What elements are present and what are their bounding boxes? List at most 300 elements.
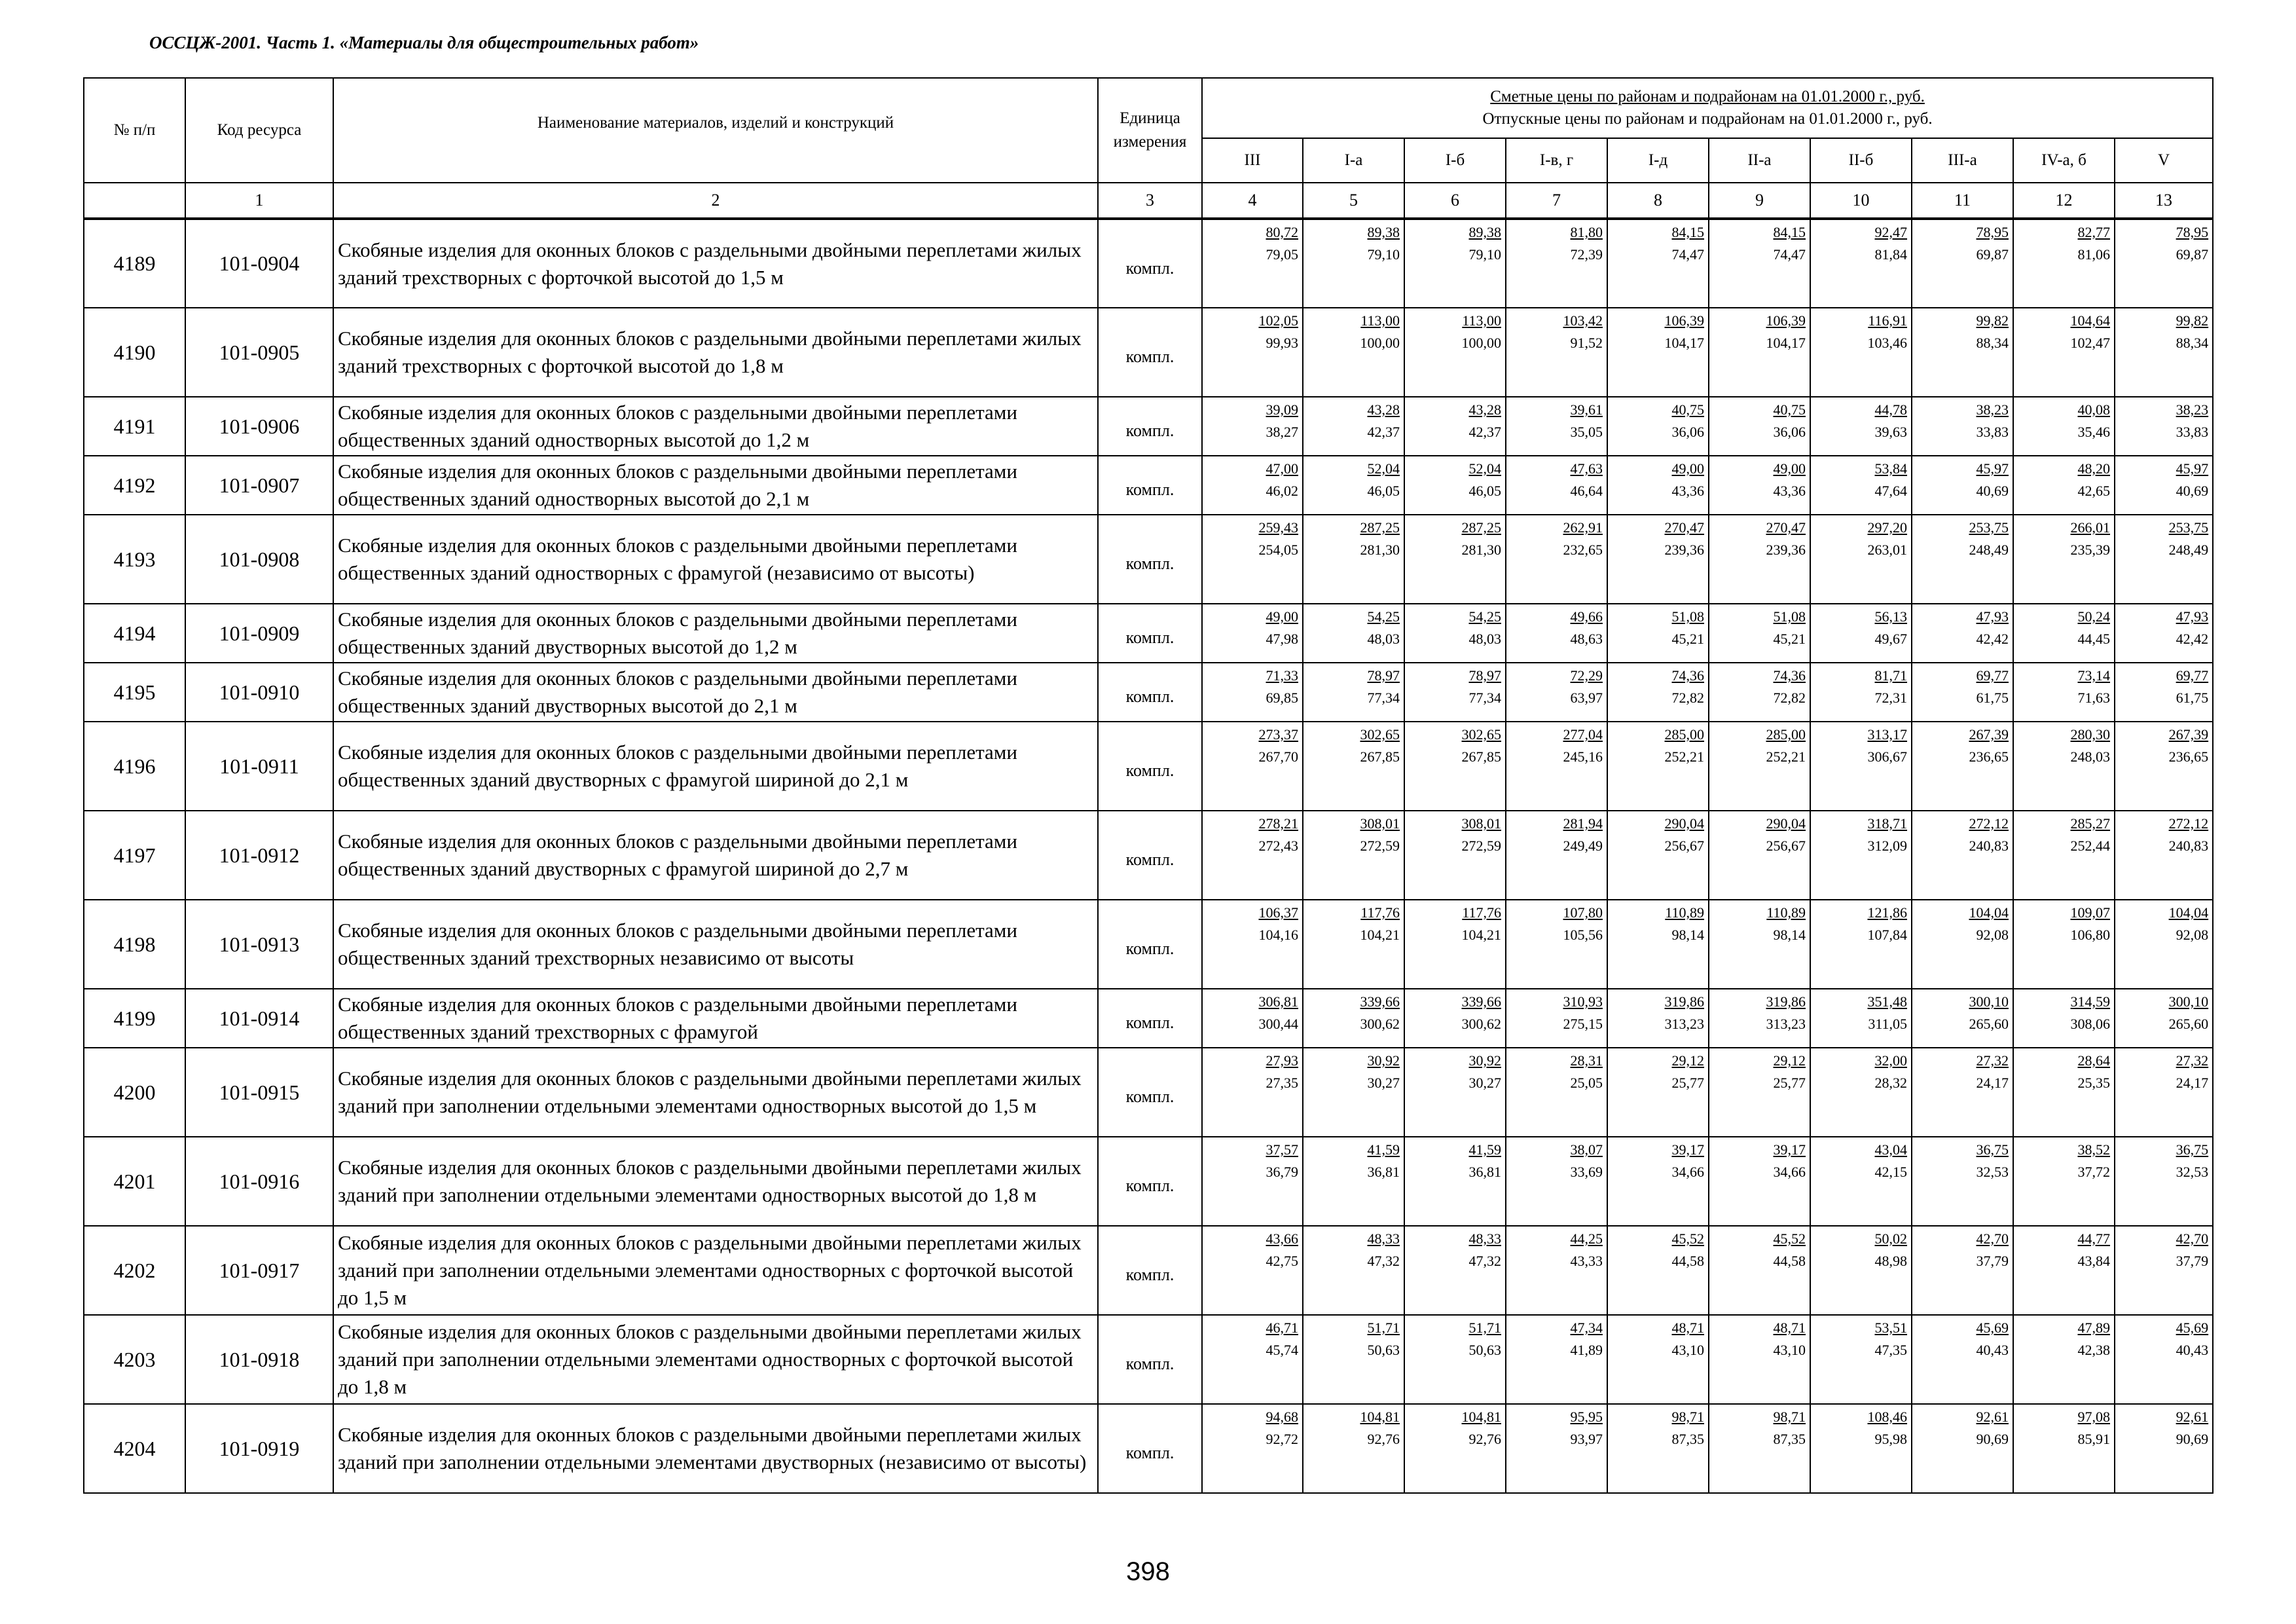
material-name: Скобяные изделия для оконных блоков с раздельными двойными переплетами жилых зданий трехстворных с форточкой высотой до 1,5 м [333,219,1098,308]
unit-of-measure: компл. [1098,1137,1202,1226]
material-name: Скобяные изделия для оконных блоков с раздельными двойными переплетами общественных зданий одностворных с фрамугой (независимо от высоты) [333,515,1098,604]
material-name: Скобяные изделия для оконных блоков с раздельными двойными переплетами жилых зданий при заполнении отдельными элементами одностворных с форточкой высотой до 1,8 м [333,1315,1098,1404]
release-price: 46,05 [1468,483,1501,499]
release-price: 69,85 [1266,690,1298,706]
header-unit: Единица измерения [1098,78,1202,183]
price-cell [2115,1315,2213,1404]
price-cell [1912,515,2013,604]
column-number: 5 [1303,183,1404,219]
release-price: 91,52 [1570,335,1603,351]
release-price: 236,65 [1969,748,2009,765]
estimated-price: 278,21 [1258,815,1298,832]
estimated-price: 39,17 [1773,1141,1806,1158]
release-price: 42,65 [2077,483,2110,499]
release-price: 42,42 [2176,631,2209,647]
estimated-price: 318,71 [1867,815,1907,832]
release-price: 104,17 [1664,335,1704,351]
estimated-price: 54,25 [1468,608,1501,625]
price-cell [1202,397,1303,456]
estimated-price: 29,12 [1671,1052,1704,1069]
estimated-price: 47,89 [2077,1320,2110,1336]
release-price: 47,35 [1874,1342,1907,1358]
row-number: 4200 [84,1048,185,1137]
estimated-price: 259,43 [1258,519,1298,536]
price-cell [1709,604,1810,663]
release-price: 27,35 [1266,1075,1298,1091]
release-price: 265,60 [2168,1016,2209,1032]
release-price: 74,47 [1773,246,1806,263]
release-price: 44,58 [1773,1253,1806,1269]
estimated-price: 47,63 [1570,460,1603,477]
release-price: 235,39 [2070,542,2110,558]
estimated-price: 89,38 [1468,224,1501,240]
release-price: 272,43 [1258,838,1298,854]
release-price: 42,38 [2077,1342,2110,1358]
release-price: 263,01 [1867,542,1907,558]
release-price: 87,35 [1671,1431,1704,1447]
table-row [84,515,2213,604]
estimated-price: 319,86 [1664,993,1704,1010]
release-price: 48,63 [1570,631,1603,647]
release-price: 311,05 [1868,1016,1907,1032]
estimated-price: 32,00 [1874,1052,1907,1069]
price-cell [1506,1226,1607,1315]
release-price: 102,47 [2070,335,2110,351]
resource-code: 101-0906 [185,397,333,456]
estimated-price: 272,12 [2168,815,2209,832]
price-cell [1912,663,2013,722]
release-price: 267,85 [1360,748,1400,765]
document-header: ОССЦЖ-2001. Часть 1. «Материалы для общестроительных работ» [149,33,699,52]
price-cell [2115,1404,2213,1493]
estimated-price: 253,75 [1969,519,2009,536]
release-price: 107,84 [1867,927,1907,943]
price-cell [1607,989,1709,1048]
release-price: 34,66 [1773,1164,1806,1180]
unit-of-measure: компл. [1098,219,1202,308]
price-cell [2115,1048,2213,1137]
price-cell [1303,604,1404,663]
release-price: 105,56 [1563,927,1603,943]
price-cell [1404,308,1506,397]
release-price: 92,08 [1976,927,2009,943]
price-cell [1810,1048,1912,1137]
estimated-price: 281,94 [1563,815,1603,832]
release-price: 46,02 [1266,483,1298,499]
price-cell [1810,604,1912,663]
header-prices-estimate: Сметные цены по районам и подрайонам на 01.01.2000 г., руб. [1490,88,1925,105]
release-price: 248,49 [1969,542,2009,558]
price-cell [1404,811,1506,900]
material-name: Скобяные изделия для оконных блоков с раздельными двойными переплетами жилых зданий при заполнении отдельными элементами одностворных высотой до 1,5 м [333,1048,1098,1137]
price-cell [2013,308,2115,397]
material-name: Скобяные изделия для оконных блоков с раздельными двойными переплетами жилых зданий при заполнении отдельными элементами одностворных высотой до 1,8 м [333,1137,1098,1226]
row-number: 4196 [84,722,185,811]
release-price: 104,17 [1766,335,1806,351]
estimated-price: 49,00 [1671,460,1704,477]
estimated-price: 40,75 [1773,401,1806,418]
release-price: 256,67 [1766,838,1806,854]
price-cell [1506,515,1607,604]
release-price: 43,10 [1671,1342,1704,1358]
estimated-price: 53,84 [1874,460,1907,477]
price-table [83,77,2214,1494]
release-price: 267,85 [1461,748,1501,765]
release-price: 71,63 [2077,690,2110,706]
estimated-price: 42,70 [1976,1230,2009,1247]
price-cell [1912,1404,2013,1493]
row-number: 4192 [84,456,185,515]
price-cell [1607,308,1709,397]
estimated-price: 72,29 [1570,667,1603,684]
estimated-price: 46,71 [1266,1320,1298,1336]
price-cell [2013,663,2115,722]
estimated-price: 99,82 [1976,312,2009,329]
price-cell [1506,1404,1607,1493]
price-cell [1404,663,1506,722]
estimated-price: 277,04 [1563,726,1603,743]
estimated-price: 78,95 [1976,224,2009,240]
release-price: 313,23 [1766,1016,1806,1032]
price-cell [1607,1315,1709,1404]
estimated-price: 106,39 [1766,312,1806,329]
release-price: 43,36 [1773,483,1806,499]
estimated-price: 71,33 [1266,667,1298,684]
price-cell [1506,989,1607,1048]
price-cell [2013,397,2115,456]
header-code: Код ресурса [185,78,333,183]
estimated-price: 43,28 [1468,401,1501,418]
price-cell [2013,604,2115,663]
price-cell [1810,1404,1912,1493]
release-price: 50,63 [1367,1342,1400,1358]
release-price: 37,79 [2176,1253,2209,1269]
release-price: 43,33 [1570,1253,1603,1269]
release-price: 30,27 [1468,1075,1501,1091]
estimated-price: 290,04 [1664,815,1704,832]
price-cell [2013,1315,2115,1404]
release-price: 36,06 [1671,424,1704,440]
price-cell [1404,397,1506,456]
column-number: 10 [1810,183,1912,219]
release-price: 42,75 [1266,1253,1298,1269]
release-price: 104,21 [1360,927,1400,943]
price-cell [1709,397,1810,456]
price-cell [1506,1137,1607,1226]
row-number: 4193 [84,515,185,604]
estimated-price: 104,04 [1969,904,2009,921]
price-cell [1810,811,1912,900]
price-cell [1912,722,2013,811]
unit-of-measure: компл. [1098,722,1202,811]
estimated-price: 81,80 [1570,224,1603,240]
release-price: 95,98 [1874,1431,1907,1447]
resource-code: 101-0918 [185,1315,333,1404]
price-cell [1810,219,1912,308]
estimated-price: 45,97 [1976,460,2009,477]
price-cell [1202,811,1303,900]
price-cell [1810,308,1912,397]
unit-of-measure: компл. [1098,1226,1202,1315]
release-price: 48,98 [1874,1253,1907,1269]
resource-code: 101-0913 [185,900,333,989]
region-header: III-а [1912,138,2013,183]
column-number: 2 [333,183,1098,219]
price-cell [1202,900,1303,989]
column-number: 7 [1506,183,1607,219]
price-cell [1202,1315,1303,1404]
price-cell [2115,900,2213,989]
release-price: 249,49 [1563,838,1603,854]
price-cell [1607,397,1709,456]
estimated-price: 45,52 [1773,1230,1806,1247]
release-price: 92,76 [1367,1431,1400,1447]
estimated-price: 80,72 [1266,224,1298,240]
release-price: 63,97 [1570,690,1603,706]
column-number: 3 [1098,183,1202,219]
release-price: 90,69 [2176,1431,2209,1447]
price-cell [2115,811,2213,900]
release-price: 69,87 [2176,246,2209,263]
table-row [84,900,2213,989]
price-cell [1506,1315,1607,1404]
unit-of-measure: компл. [1098,663,1202,722]
column-number: 9 [1709,183,1810,219]
release-price: 34,66 [1671,1164,1704,1180]
price-cell [1506,722,1607,811]
material-name: Скобяные изделия для оконных блоков с раздельными двойными переплетами общественных зданий одностворных высотой до 1,2 м [333,397,1098,456]
release-price: 248,49 [2168,542,2209,558]
row-number: 4201 [84,1137,185,1226]
estimated-price: 38,23 [2176,401,2209,418]
price-cell [1709,1315,1810,1404]
estimated-price: 27,32 [1976,1052,2009,1069]
price-cell [1506,900,1607,989]
price-cell [1912,1048,2013,1137]
price-cell [1709,1137,1810,1226]
estimated-price: 47,34 [1570,1320,1603,1336]
estimated-price: 43,28 [1367,401,1400,418]
release-price: 36,81 [1468,1164,1501,1180]
release-price: 42,42 [1976,631,2009,647]
release-price: 28,32 [1874,1075,1907,1091]
release-price: 77,34 [1468,690,1501,706]
release-price: 47,32 [1468,1253,1501,1269]
estimated-price: 106,37 [1258,904,1298,921]
release-price: 99,93 [1266,335,1298,351]
resource-code: 101-0915 [185,1048,333,1137]
price-cell [1303,1226,1404,1315]
release-price: 300,62 [1360,1016,1400,1032]
region-header: III [1202,138,1303,183]
estimated-price: 78,95 [2176,224,2209,240]
estimated-price: 48,33 [1367,1230,1400,1247]
release-price: 232,65 [1563,542,1603,558]
estimated-price: 43,66 [1266,1230,1298,1247]
estimated-price: 104,81 [1461,1409,1501,1425]
table-row [84,663,2213,722]
estimated-price: 45,69 [1976,1320,2009,1336]
price-cell [1709,515,1810,604]
table-row [84,308,2213,397]
estimated-price: 297,20 [1867,519,1907,536]
estimated-price: 113,00 [1360,312,1400,329]
release-price: 48,03 [1367,631,1400,647]
price-cell [1912,989,2013,1048]
price-cell [1607,811,1709,900]
release-price: 72,82 [1671,690,1704,706]
estimated-price: 300,10 [1969,993,2009,1010]
release-price: 245,16 [1563,748,1603,765]
price-cell [1404,219,1506,308]
estimated-price: 253,75 [2168,519,2209,536]
estimated-price: 117,76 [1462,904,1501,921]
estimated-price: 41,59 [1367,1141,1400,1158]
release-price: 252,44 [2070,838,2110,854]
unit-of-measure: компл. [1098,900,1202,989]
resource-code: 101-0908 [185,515,333,604]
price-cell [1202,722,1303,811]
release-price: 40,69 [2176,483,2209,499]
estimated-price: 29,12 [1773,1052,1806,1069]
price-cell [1607,1048,1709,1137]
release-price: 46,05 [1367,483,1400,499]
region-header: I-в, г [1506,138,1607,183]
release-price: 43,36 [1671,483,1704,499]
price-cell [2013,1137,2115,1226]
resource-code: 101-0919 [185,1404,333,1493]
table-row [84,1137,2213,1226]
release-price: 106,80 [2070,927,2110,943]
estimated-price: 110,89 [1766,904,1806,921]
price-cell [1709,722,1810,811]
header-name: Наименование материалов, изделий и конструкций [333,78,1098,183]
price-cell [1607,515,1709,604]
estimated-price: 52,04 [1367,460,1400,477]
price-cell [2013,456,2115,515]
table-row [84,811,2213,900]
price-cell [1607,1226,1709,1315]
resource-code: 101-0904 [185,219,333,308]
row-number: 4203 [84,1315,185,1404]
release-price: 36,81 [1367,1164,1400,1180]
estimated-price: 287,25 [1461,519,1501,536]
price-cell [2115,1137,2213,1226]
price-cell [1607,900,1709,989]
price-cell [2013,722,2115,811]
column-number: 12 [2013,183,2115,219]
unit-of-measure: компл. [1098,1404,1202,1493]
estimated-price: 30,92 [1468,1052,1501,1069]
price-cell [1912,604,2013,663]
release-price: 33,83 [2176,424,2209,440]
release-price: 79,10 [1468,246,1501,263]
price-cell [2115,515,2213,604]
region-header: IV-а, б [2013,138,2115,183]
estimated-price: 104,04 [2168,904,2209,921]
price-cell [1404,1226,1506,1315]
release-price: 42,15 [1874,1164,1907,1180]
unit-of-measure: компл. [1098,308,1202,397]
resource-code: 101-0911 [185,722,333,811]
price-cell [1404,1048,1506,1137]
price-cell [1506,604,1607,663]
estimated-price: 48,71 [1671,1320,1704,1336]
price-cell [1506,308,1607,397]
release-price: 45,74 [1266,1342,1298,1358]
price-cell [1202,604,1303,663]
material-name: Скобяные изделия для оконных блоков с раздельными двойными переплетами общественных зданий двустворных высотой до 2,1 м [333,663,1098,722]
price-cell [1912,397,2013,456]
price-cell [1506,219,1607,308]
page-number: 398 [1126,1557,1170,1586]
release-price: 35,05 [1570,424,1603,440]
release-price: 72,31 [1874,690,1907,706]
estimated-price: 104,64 [2070,312,2110,329]
resource-code: 101-0912 [185,811,333,900]
release-price: 93,97 [1570,1431,1603,1447]
release-price: 281,30 [1461,542,1501,558]
row-number: 4198 [84,900,185,989]
price-cell [1202,989,1303,1048]
release-price: 100,00 [1360,335,1400,351]
release-price: 32,53 [2176,1164,2209,1180]
estimated-price: 69,77 [1976,667,2009,684]
unit-of-measure: компл. [1098,397,1202,456]
release-price: 36,06 [1773,424,1806,440]
release-price: 47,32 [1367,1253,1400,1269]
release-price: 272,59 [1461,838,1501,854]
estimated-price: 270,47 [1766,519,1806,536]
estimated-price: 39,17 [1671,1141,1704,1158]
price-cell [1810,1226,1912,1315]
region-header: V [2115,138,2213,183]
release-price: 61,75 [2176,690,2209,706]
estimated-price: 39,09 [1266,401,1298,418]
estimated-price: 262,91 [1563,519,1603,536]
release-price: 44,58 [1671,1253,1704,1269]
release-price: 79,05 [1266,246,1298,263]
release-price: 275,15 [1563,1016,1603,1032]
price-cell [1506,1048,1607,1137]
estimated-price: 103,42 [1563,312,1603,329]
release-price: 300,62 [1461,1016,1501,1032]
estimated-price: 285,00 [1664,726,1704,743]
estimated-price: 109,07 [2070,904,2110,921]
estimated-price: 48,71 [1773,1320,1806,1336]
release-price: 254,05 [1258,542,1298,558]
resource-code: 101-0907 [185,456,333,515]
estimated-price: 52,04 [1468,460,1501,477]
table-row [84,1404,2213,1493]
price-cell [1202,1137,1303,1226]
price-cell [1202,308,1303,397]
release-price: 240,83 [2168,838,2209,854]
column-number: 13 [2115,183,2213,219]
estimated-price: 319,86 [1766,993,1806,1010]
estimated-price: 339,66 [1461,993,1501,1010]
price-cell [1607,1404,1709,1493]
price-cell [2013,1048,2115,1137]
estimated-price: 287,25 [1360,519,1400,536]
price-cell [1303,1404,1404,1493]
price-cell [2013,1404,2115,1493]
price-cell [2013,811,2115,900]
release-price: 39,63 [1874,424,1907,440]
price-cell [1810,1315,1912,1404]
release-price: 281,30 [1360,542,1400,558]
price-cell [1607,604,1709,663]
